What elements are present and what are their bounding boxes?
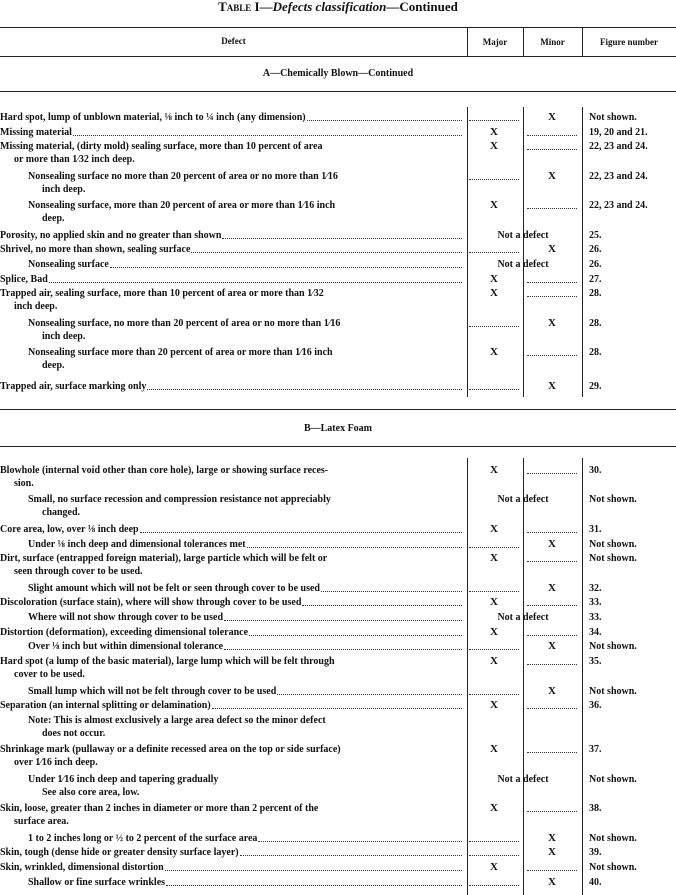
defect-text: Nonsealing surface no more than 20 percent of area or no more than 1⁄16 xyxy=(28,170,338,182)
defect-description xyxy=(0,111,464,124)
not-a-defect-label: Not a defect xyxy=(497,494,549,506)
defect-description xyxy=(0,611,464,624)
defect-description xyxy=(0,273,464,286)
table-title-italic: Defects classification xyxy=(272,0,387,14)
figure-number: 33. xyxy=(589,612,602,623)
figure-number: 33. xyxy=(589,597,602,609)
dotted-blank xyxy=(527,126,577,136)
defect-description xyxy=(0,861,464,874)
figure-number: Not shown. xyxy=(589,861,637,873)
defect-continuation: deep. xyxy=(42,213,65,225)
dotted-blank xyxy=(469,380,519,390)
section-b-rule xyxy=(0,446,676,447)
dotted-blank xyxy=(469,685,519,695)
defect-continuation: or more than 1⁄32 inch deep. xyxy=(14,154,135,166)
minor-mark xyxy=(527,273,577,283)
defect-text: Discoloration (surface stain), where will show through cover to be used xyxy=(0,597,302,609)
major-mark xyxy=(469,380,519,390)
dotted-blank xyxy=(469,832,519,842)
defect-description xyxy=(0,493,464,519)
defect-line xyxy=(28,582,464,595)
defect-text: Nonsealing surface xyxy=(28,259,109,270)
defect-line xyxy=(0,126,464,139)
defect-line xyxy=(0,523,464,536)
section-a-rule xyxy=(0,91,676,92)
dotted-blank xyxy=(527,552,577,562)
major-mark xyxy=(469,832,519,842)
defect-description xyxy=(0,317,464,343)
figure-number: Not shown. xyxy=(589,773,637,785)
defect-description xyxy=(0,199,464,225)
minor-mark xyxy=(527,699,577,709)
dotted-blank xyxy=(469,640,519,650)
figure-number: Not shown. xyxy=(589,112,637,123)
defect-text: Shrivel, no more than shown, sealing surface xyxy=(0,244,191,256)
dot-leader xyxy=(258,841,462,842)
defect-description xyxy=(0,802,464,828)
dotted-blank xyxy=(527,346,577,356)
figure-number: 28. xyxy=(589,347,602,359)
defect-text: Nonsealing surface, more than 20 percent of area or more than 1⁄16 inch xyxy=(28,200,336,212)
minor-mark xyxy=(527,655,577,665)
defect-text: Trapped air, surface marking only xyxy=(0,380,147,392)
dotted-blank xyxy=(527,140,577,150)
defect-continuation: inch deep. xyxy=(42,330,86,342)
major-mark: X xyxy=(490,802,498,815)
defect-description xyxy=(0,552,464,578)
figure-number: Not shown. xyxy=(589,553,637,565)
dotted-blank xyxy=(527,596,577,606)
defect-text: Missing material xyxy=(0,126,72,138)
major-mark: X xyxy=(490,199,498,212)
defect-line xyxy=(0,111,464,124)
defect-line xyxy=(0,846,464,859)
minor-mark xyxy=(527,596,577,606)
defect-description xyxy=(0,773,464,799)
defect-text: Skin, loose, greater than 2 inches in diameter or more than 2 percent of the xyxy=(0,803,319,815)
not-a-defect-label: Not a defect xyxy=(497,229,549,241)
figure-number: 22, 23 and 24. xyxy=(589,141,648,153)
defect-description xyxy=(0,640,464,653)
major-mark xyxy=(469,317,519,327)
figure-number: Not shown. xyxy=(589,538,637,550)
major-mark xyxy=(469,111,519,121)
defect-continuation: over 1⁄16 inch deep. xyxy=(14,757,98,769)
defect-line xyxy=(0,243,464,256)
defect-description xyxy=(0,346,464,372)
figure-number: 26. xyxy=(589,244,602,256)
dot-leader xyxy=(212,708,462,709)
defect-text: Nonsealing surface more than 20 percent of area or more than 1⁄16 inch xyxy=(28,347,333,359)
defect-line xyxy=(28,538,464,551)
defect-continuation: seen through cover to be used. xyxy=(14,566,143,578)
minor-mark xyxy=(527,126,577,136)
not-a-defect-label: Not a defect xyxy=(497,773,549,785)
figure-number: 34. xyxy=(589,626,602,638)
defect-description xyxy=(0,170,464,196)
minor-mark: X xyxy=(548,684,556,697)
dot-leader xyxy=(191,252,462,253)
dotted-blank xyxy=(527,523,577,533)
dot-leader xyxy=(277,694,462,695)
defect-description xyxy=(0,126,464,139)
figure-number: 31. xyxy=(589,523,602,535)
defect-line xyxy=(28,685,464,698)
figure-number: Not shown. xyxy=(589,685,637,697)
major-mark: X xyxy=(490,625,498,638)
section-title-a: A—Chemically Blown—Continued xyxy=(262,68,414,79)
dot-leader xyxy=(222,238,462,239)
defect-text: Over ⅛ inch but within dimensional tolerance xyxy=(28,641,224,653)
defect-continuation: cover to be used. xyxy=(14,669,85,681)
minor-mark xyxy=(527,802,577,812)
dotted-blank xyxy=(469,582,519,592)
minor-mark: X xyxy=(548,581,556,594)
major-mark xyxy=(469,243,519,253)
section-b-top-rule xyxy=(0,409,676,410)
section-a-divider-3 xyxy=(582,107,583,397)
figure-number: 40. xyxy=(589,876,602,888)
header-major: Major xyxy=(482,37,508,47)
major-mark: X xyxy=(490,272,498,285)
minor-mark: X xyxy=(548,379,556,392)
defect-line xyxy=(0,273,464,286)
defect-continuation: See also core area, low. xyxy=(42,786,140,798)
major-mark: X xyxy=(490,522,498,535)
defect-continuation: surface area. xyxy=(14,816,69,828)
defect-description xyxy=(0,582,464,595)
figure-number: 22, 23 and 24. xyxy=(589,200,648,212)
header-defect: Defect xyxy=(221,36,246,46)
minor-mark xyxy=(527,861,577,871)
not-a-defect-label: Not a defect xyxy=(497,612,549,623)
minor-mark: X xyxy=(548,875,556,888)
defect-description xyxy=(0,876,464,889)
dot-leader xyxy=(165,870,462,871)
defect-description xyxy=(0,714,464,740)
figure-number: Not shown. xyxy=(589,641,637,653)
figure-number: 27. xyxy=(589,273,602,285)
minor-mark xyxy=(527,199,577,209)
defect-text: Porosity, no applied skin and no greater than shown xyxy=(0,229,222,241)
defect-line xyxy=(0,699,464,712)
defect-text: Under ⅛ inch deep and dimensional tolerances met xyxy=(28,538,246,550)
dot-leader xyxy=(147,389,462,390)
defect-line xyxy=(0,596,464,609)
header-minor: Minor xyxy=(540,37,565,47)
dotted-blank xyxy=(527,802,577,812)
minor-mark xyxy=(527,140,577,150)
defect-line xyxy=(0,626,464,639)
minor-mark: X xyxy=(548,111,556,123)
dotted-blank xyxy=(527,699,577,709)
dotted-blank xyxy=(469,243,519,253)
dot-leader xyxy=(249,635,462,636)
dot-leader xyxy=(140,532,462,533)
dotted-blank xyxy=(527,626,577,636)
defect-description xyxy=(0,258,464,271)
dotted-blank xyxy=(469,170,519,180)
figure-number: 22, 23 and 24. xyxy=(589,170,648,182)
defect-line xyxy=(28,611,464,624)
dot-leader xyxy=(224,649,462,650)
major-mark: X xyxy=(490,140,498,153)
minor-mark xyxy=(527,552,577,562)
defect-line xyxy=(28,832,464,845)
minor-mark: X xyxy=(548,537,556,550)
defect-text: Small, no surface recession and compression resistance not appreciably xyxy=(28,494,331,506)
defect-text: Skin, wrinkled, dimensional distortion xyxy=(0,861,164,873)
dot-leader xyxy=(302,605,462,606)
minor-mark: X xyxy=(548,831,556,844)
minor-mark: X xyxy=(548,243,556,256)
dot-leader xyxy=(240,855,462,856)
minor-mark xyxy=(527,346,577,356)
defect-description xyxy=(0,846,464,859)
table-title-suffix: —Continued xyxy=(386,0,458,14)
dotted-blank xyxy=(527,861,577,871)
defect-description xyxy=(0,229,464,242)
figure-number: Not shown. xyxy=(589,832,637,844)
defect-text: Skin, tough (dense hide or greater density surface layer) xyxy=(0,847,239,859)
defect-text: Dirt, surface (entrapped foreign material), large particle which will be felt or xyxy=(0,553,328,565)
defect-line xyxy=(0,861,464,874)
minor-mark: X xyxy=(548,169,556,182)
minor-mark: X xyxy=(548,846,556,859)
major-mark: X xyxy=(490,699,498,712)
defect-continuation: inch deep. xyxy=(42,183,86,195)
defect-description xyxy=(0,243,464,256)
figure-number: 25. xyxy=(589,229,602,241)
major-mark xyxy=(469,538,519,548)
section-b-divider-1 xyxy=(467,458,468,895)
major-mark: X xyxy=(490,655,498,668)
dotted-blank xyxy=(527,273,577,283)
defect-text: Hard spot, lump of unblown material, ⅛ inch to ¼ inch (any dimension) xyxy=(0,112,306,123)
dot-leader xyxy=(49,282,462,283)
figure-number: 30. xyxy=(589,465,602,476)
defect-continuation: changed. xyxy=(42,507,81,519)
major-mark: X xyxy=(490,743,498,756)
defect-description xyxy=(0,287,464,313)
defect-text: 1 to 2 inches long or ½ to 2 percent of the surface area xyxy=(28,832,258,844)
major-mark: X xyxy=(490,596,498,609)
defect-continuation: deep. xyxy=(42,360,65,372)
defect-description xyxy=(0,699,464,712)
major-mark: X xyxy=(490,346,498,359)
figure-number: 32. xyxy=(589,582,602,594)
defect-line xyxy=(28,640,464,653)
dot-leader xyxy=(321,591,462,592)
major-mark: X xyxy=(490,860,498,873)
header-figure-number: Figure number xyxy=(599,37,659,47)
major-mark xyxy=(469,170,519,180)
defect-description xyxy=(0,655,464,681)
defect-text: Splice, Bad xyxy=(0,273,48,285)
defect-description xyxy=(0,140,464,166)
dotted-blank xyxy=(469,317,519,327)
figure-number: 19, 20 and 21. xyxy=(589,126,648,138)
minor-mark xyxy=(527,287,577,297)
figure-number: 35. xyxy=(589,656,602,668)
defect-description xyxy=(0,626,464,639)
defect-description xyxy=(0,832,464,845)
figure-number: 37. xyxy=(589,744,602,756)
dot-leader xyxy=(166,885,462,886)
figure-number: Not shown. xyxy=(589,494,637,506)
defect-text: Core area, low, over ⅛ inch deep xyxy=(0,523,139,535)
defect-text: Trapped air, sealing surface, more than 10 percent of area or more than 1⁄32 xyxy=(0,288,324,300)
section-a-divider-2 xyxy=(523,107,524,397)
dotted-blank xyxy=(527,464,577,474)
defect-text: Shallow or fine surface wrinkles xyxy=(28,876,166,888)
dotted-blank xyxy=(469,538,519,548)
figure-number: 36. xyxy=(589,700,602,712)
defect-continuation: does not occur. xyxy=(42,727,106,739)
dotted-blank xyxy=(469,846,519,856)
defect-text: Where will not show through cover to be used xyxy=(28,612,224,623)
defect-text: Distortion (deformation), exceeding dimensional tolerance xyxy=(0,626,249,638)
dotted-blank xyxy=(527,743,577,753)
major-mark xyxy=(469,640,519,650)
major-mark xyxy=(469,685,519,695)
defect-line xyxy=(28,258,464,271)
defect-continuation: sion. xyxy=(14,478,34,489)
minor-mark xyxy=(527,743,577,753)
section-a-divider-1 xyxy=(467,107,468,397)
minor-mark xyxy=(527,523,577,533)
dotted-blank xyxy=(527,199,577,209)
figure-number: 29. xyxy=(589,380,602,392)
not-a-defect-label: Not a defect xyxy=(497,259,549,270)
figure-number: 28. xyxy=(589,288,602,300)
defect-description xyxy=(0,538,464,551)
major-mark: X xyxy=(490,125,498,138)
dot-leader xyxy=(110,267,462,268)
defect-line xyxy=(0,380,464,393)
defect-description xyxy=(0,685,464,698)
header-top-rule xyxy=(0,27,676,28)
defect-text: Note: This is almost exclusively a large area defect so the minor defect xyxy=(28,714,326,726)
major-mark xyxy=(469,582,519,592)
section-title-b: B—Latex Foam xyxy=(303,423,373,434)
dotted-blank xyxy=(527,655,577,665)
defect-description xyxy=(0,596,464,609)
defect-text: Hard spot (a lump of the basic material), large lump which will be felt through xyxy=(0,656,335,668)
minor-mark xyxy=(527,464,577,474)
defect-description xyxy=(0,523,464,536)
dot-leader xyxy=(307,120,462,121)
dot-leader xyxy=(247,547,462,548)
dotted-blank xyxy=(469,876,519,886)
table-title-prefix: Table I— xyxy=(218,0,273,14)
header-bottom-rule xyxy=(0,56,676,57)
major-mark: X xyxy=(490,552,498,565)
major-mark xyxy=(469,846,519,856)
defect-line xyxy=(0,229,464,242)
figure-number: 38. xyxy=(589,803,602,815)
defect-text: Shrinkage mark (pullaway or a definite recessed area on the top or side surface) xyxy=(0,744,341,756)
section-b-divider-2 xyxy=(523,458,524,895)
defect-continuation: inch deep. xyxy=(14,301,58,313)
defect-line xyxy=(28,876,464,889)
defect-text: Nonsealing surface, no more than 20 percent of area or no more than 1⁄16 xyxy=(28,317,341,329)
defect-description xyxy=(0,380,464,393)
minor-mark: X xyxy=(548,316,556,329)
major-mark: X xyxy=(490,287,498,300)
table-title xyxy=(0,0,676,14)
defect-text: Slight amount which will not be felt or seen through cover to be used xyxy=(28,582,320,594)
defect-description xyxy=(0,464,464,490)
minor-mark xyxy=(527,626,577,636)
figure-number: 28. xyxy=(589,317,602,329)
dot-leader xyxy=(224,620,462,621)
minor-mark: X xyxy=(548,640,556,653)
major-mark: X xyxy=(490,464,498,476)
figure-number: 26. xyxy=(589,259,602,270)
defect-text: Under 1⁄16 inch deep and tapering gradually xyxy=(28,773,219,785)
dot-leader xyxy=(73,135,462,136)
defect-text: Missing material, (dirty mold) sealing surface, more than 10 percent of area xyxy=(0,141,323,153)
major-mark xyxy=(469,876,519,886)
defect-text: Blowhole (internal void other than core hole), large or showing surface reces- xyxy=(0,465,329,476)
figure-number: 39. xyxy=(589,847,602,859)
defect-description xyxy=(0,743,464,769)
dotted-blank xyxy=(527,287,577,297)
dotted-blank xyxy=(469,111,519,121)
defect-text: Small lump which will not be felt through cover to be used xyxy=(28,685,277,697)
defect-text: Separation (an internal splitting or delamination) xyxy=(0,700,211,712)
section-b-divider-3 xyxy=(582,458,583,895)
